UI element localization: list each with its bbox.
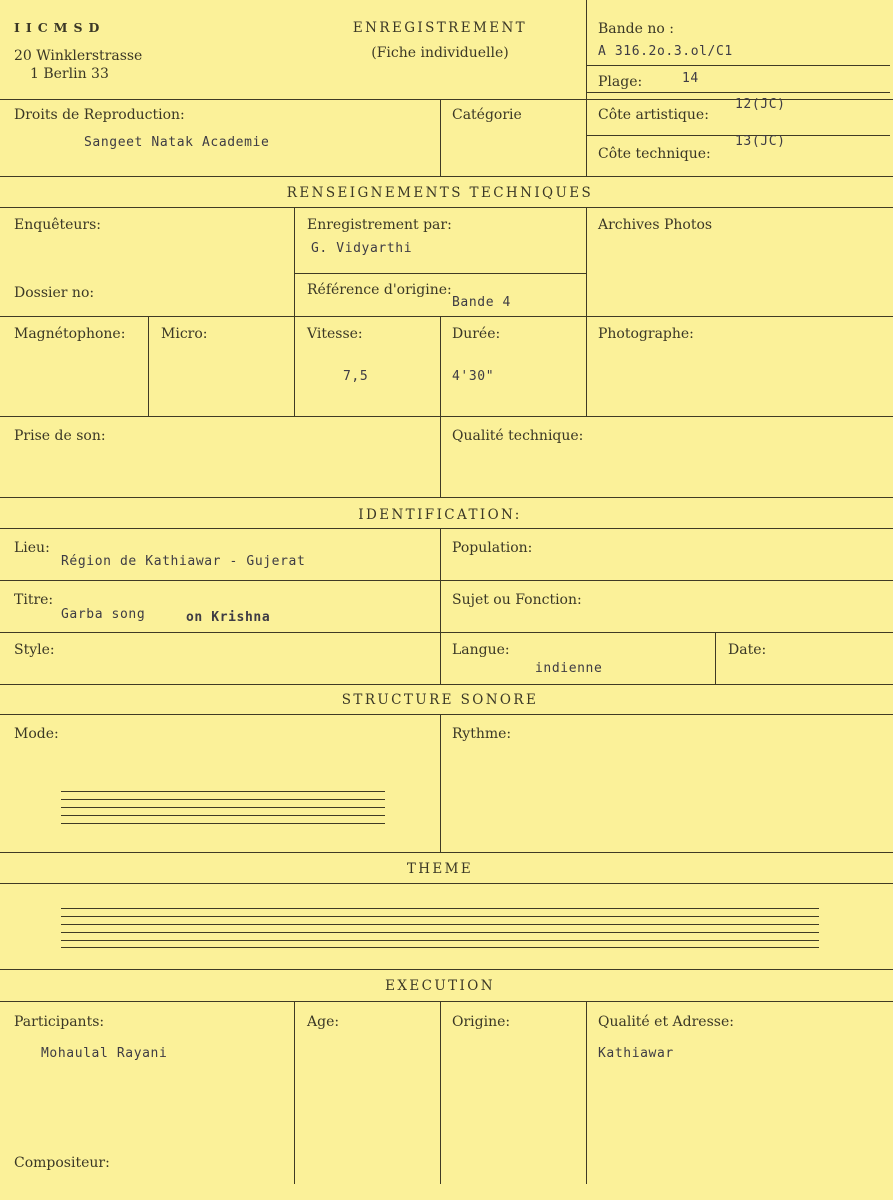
- population-label: Population:: [452, 540, 533, 556]
- reference-value: Bande 4: [452, 295, 511, 310]
- plage-label: Plage:: [598, 74, 643, 90]
- mode-label: Mode:: [14, 726, 59, 742]
- form-title: ENREGISTREMENT: [352, 20, 528, 36]
- rule: [0, 632, 893, 633]
- section-theme: THEME: [406, 861, 474, 877]
- rule: [0, 497, 893, 498]
- rule: [0, 207, 893, 208]
- dossier-label: Dossier no:: [14, 285, 95, 301]
- section-structure: STRUCTURE SONORE: [341, 692, 539, 708]
- titre-value-part2: on Krishna: [186, 610, 271, 625]
- origine-label: Origine:: [452, 1014, 511, 1030]
- rule: [715, 632, 716, 684]
- date-label: Date:: [728, 642, 767, 658]
- duree-value: 4'30": [452, 369, 495, 384]
- vitesse-label: Vitesse:: [307, 326, 363, 342]
- rule: [294, 273, 586, 274]
- qualite-adresse-value: Kathiawar: [598, 1046, 674, 1061]
- archives-photos-label: Archives Photos: [598, 217, 713, 233]
- prise-de-son-label: Prise de son:: [14, 428, 106, 444]
- qualite-technique-label: Qualité technique:: [452, 428, 584, 444]
- cote-artistique-label: Côte artistique:: [598, 107, 709, 123]
- writing-line: [61, 924, 819, 925]
- age-label: Age:: [307, 1014, 340, 1030]
- style-label: Style:: [14, 642, 55, 658]
- participants-value: Mohaulal Rayani: [41, 1046, 168, 1061]
- reference-label: Référence d'origine:: [307, 282, 452, 298]
- magnetophone-label: Magnétophone:: [14, 326, 126, 342]
- langue-label: Langue:: [452, 642, 510, 658]
- writing-line: [61, 815, 385, 816]
- lieu-label: Lieu:: [14, 540, 50, 556]
- address-line-1: 20 Winklerstrasse: [14, 48, 143, 64]
- rule: [440, 1001, 441, 1184]
- rule: [586, 1001, 587, 1184]
- qualite-adresse-label: Qualité et Adresse:: [598, 1014, 734, 1030]
- rythme-label: Rythme:: [452, 726, 512, 742]
- rule: [0, 176, 893, 177]
- address-line-2: 1 Berlin 33: [30, 66, 109, 82]
- rule: [586, 207, 587, 416]
- duree-label: Durée:: [452, 326, 501, 342]
- writing-line: [61, 791, 385, 792]
- org-logo: IICMSD: [14, 20, 106, 35]
- rule: [440, 99, 441, 176]
- rule: [0, 416, 893, 417]
- lieu-value: Région de Kathiawar - Gujerat: [61, 554, 306, 569]
- rule: [0, 969, 893, 970]
- rule: [0, 714, 893, 715]
- writing-line: [61, 940, 819, 941]
- rule: [148, 316, 149, 416]
- rule: [440, 714, 441, 852]
- writing-line: [61, 947, 819, 948]
- enqueteurs-label: Enquêteurs:: [14, 217, 102, 233]
- rule: [0, 528, 893, 529]
- cote-technique-label: Côte technique:: [598, 146, 711, 162]
- writing-line: [61, 916, 819, 917]
- sujet-label: Sujet ou Fonction:: [452, 592, 582, 608]
- rule: [0, 1001, 893, 1002]
- writing-line: [61, 807, 385, 808]
- micro-label: Micro:: [161, 326, 208, 342]
- cote-artistique-value: 12(JC): [735, 97, 786, 112]
- rule: [586, 0, 587, 176]
- participants-label: Participants:: [14, 1014, 105, 1030]
- section-technical: RENSEIGNEMENTS TECHNIQUES: [286, 185, 594, 201]
- rule: [440, 528, 441, 684]
- titre-value-part1: Garba song: [61, 607, 146, 622]
- rights-label: Droits de Reproduction:: [14, 107, 185, 123]
- rule: [294, 207, 295, 416]
- rule: [0, 883, 893, 884]
- rule: [0, 684, 893, 685]
- writing-line: [61, 908, 819, 909]
- bande-label: Bande no :: [598, 21, 674, 37]
- langue-value: indienne: [535, 661, 603, 676]
- photographe-label: Photographe:: [598, 326, 694, 342]
- section-execution: EXECUTION: [385, 978, 495, 994]
- titre-label: Titre:: [14, 592, 54, 608]
- cote-technique-value: 13(JC): [735, 134, 786, 149]
- writing-line: [61, 932, 819, 933]
- enregistrement-par-value: G. Vidyarthi: [311, 241, 413, 256]
- rule: [0, 316, 893, 317]
- plage-value: 14: [682, 71, 699, 86]
- rule: [440, 316, 441, 497]
- bande-value: A 316.2o.3.ol/C1: [598, 44, 733, 59]
- rights-value: Sangeet Natak Academie: [84, 135, 270, 150]
- rule: [0, 852, 893, 853]
- section-identification: IDENTIFICATION:: [358, 507, 522, 523]
- writing-line: [61, 799, 385, 800]
- enregistrement-par-label: Enregistrement par:: [307, 217, 452, 233]
- rule: [586, 92, 890, 93]
- writing-line: [61, 823, 385, 824]
- rule: [0, 580, 893, 581]
- rule: [586, 65, 890, 66]
- categorie-label: Catégorie: [452, 107, 522, 123]
- compositeur-label: Compositeur:: [14, 1155, 110, 1171]
- vitesse-value: 7,5: [343, 369, 369, 384]
- rule: [294, 1001, 295, 1184]
- form-subtitle: (Fiche individuelle): [371, 45, 509, 61]
